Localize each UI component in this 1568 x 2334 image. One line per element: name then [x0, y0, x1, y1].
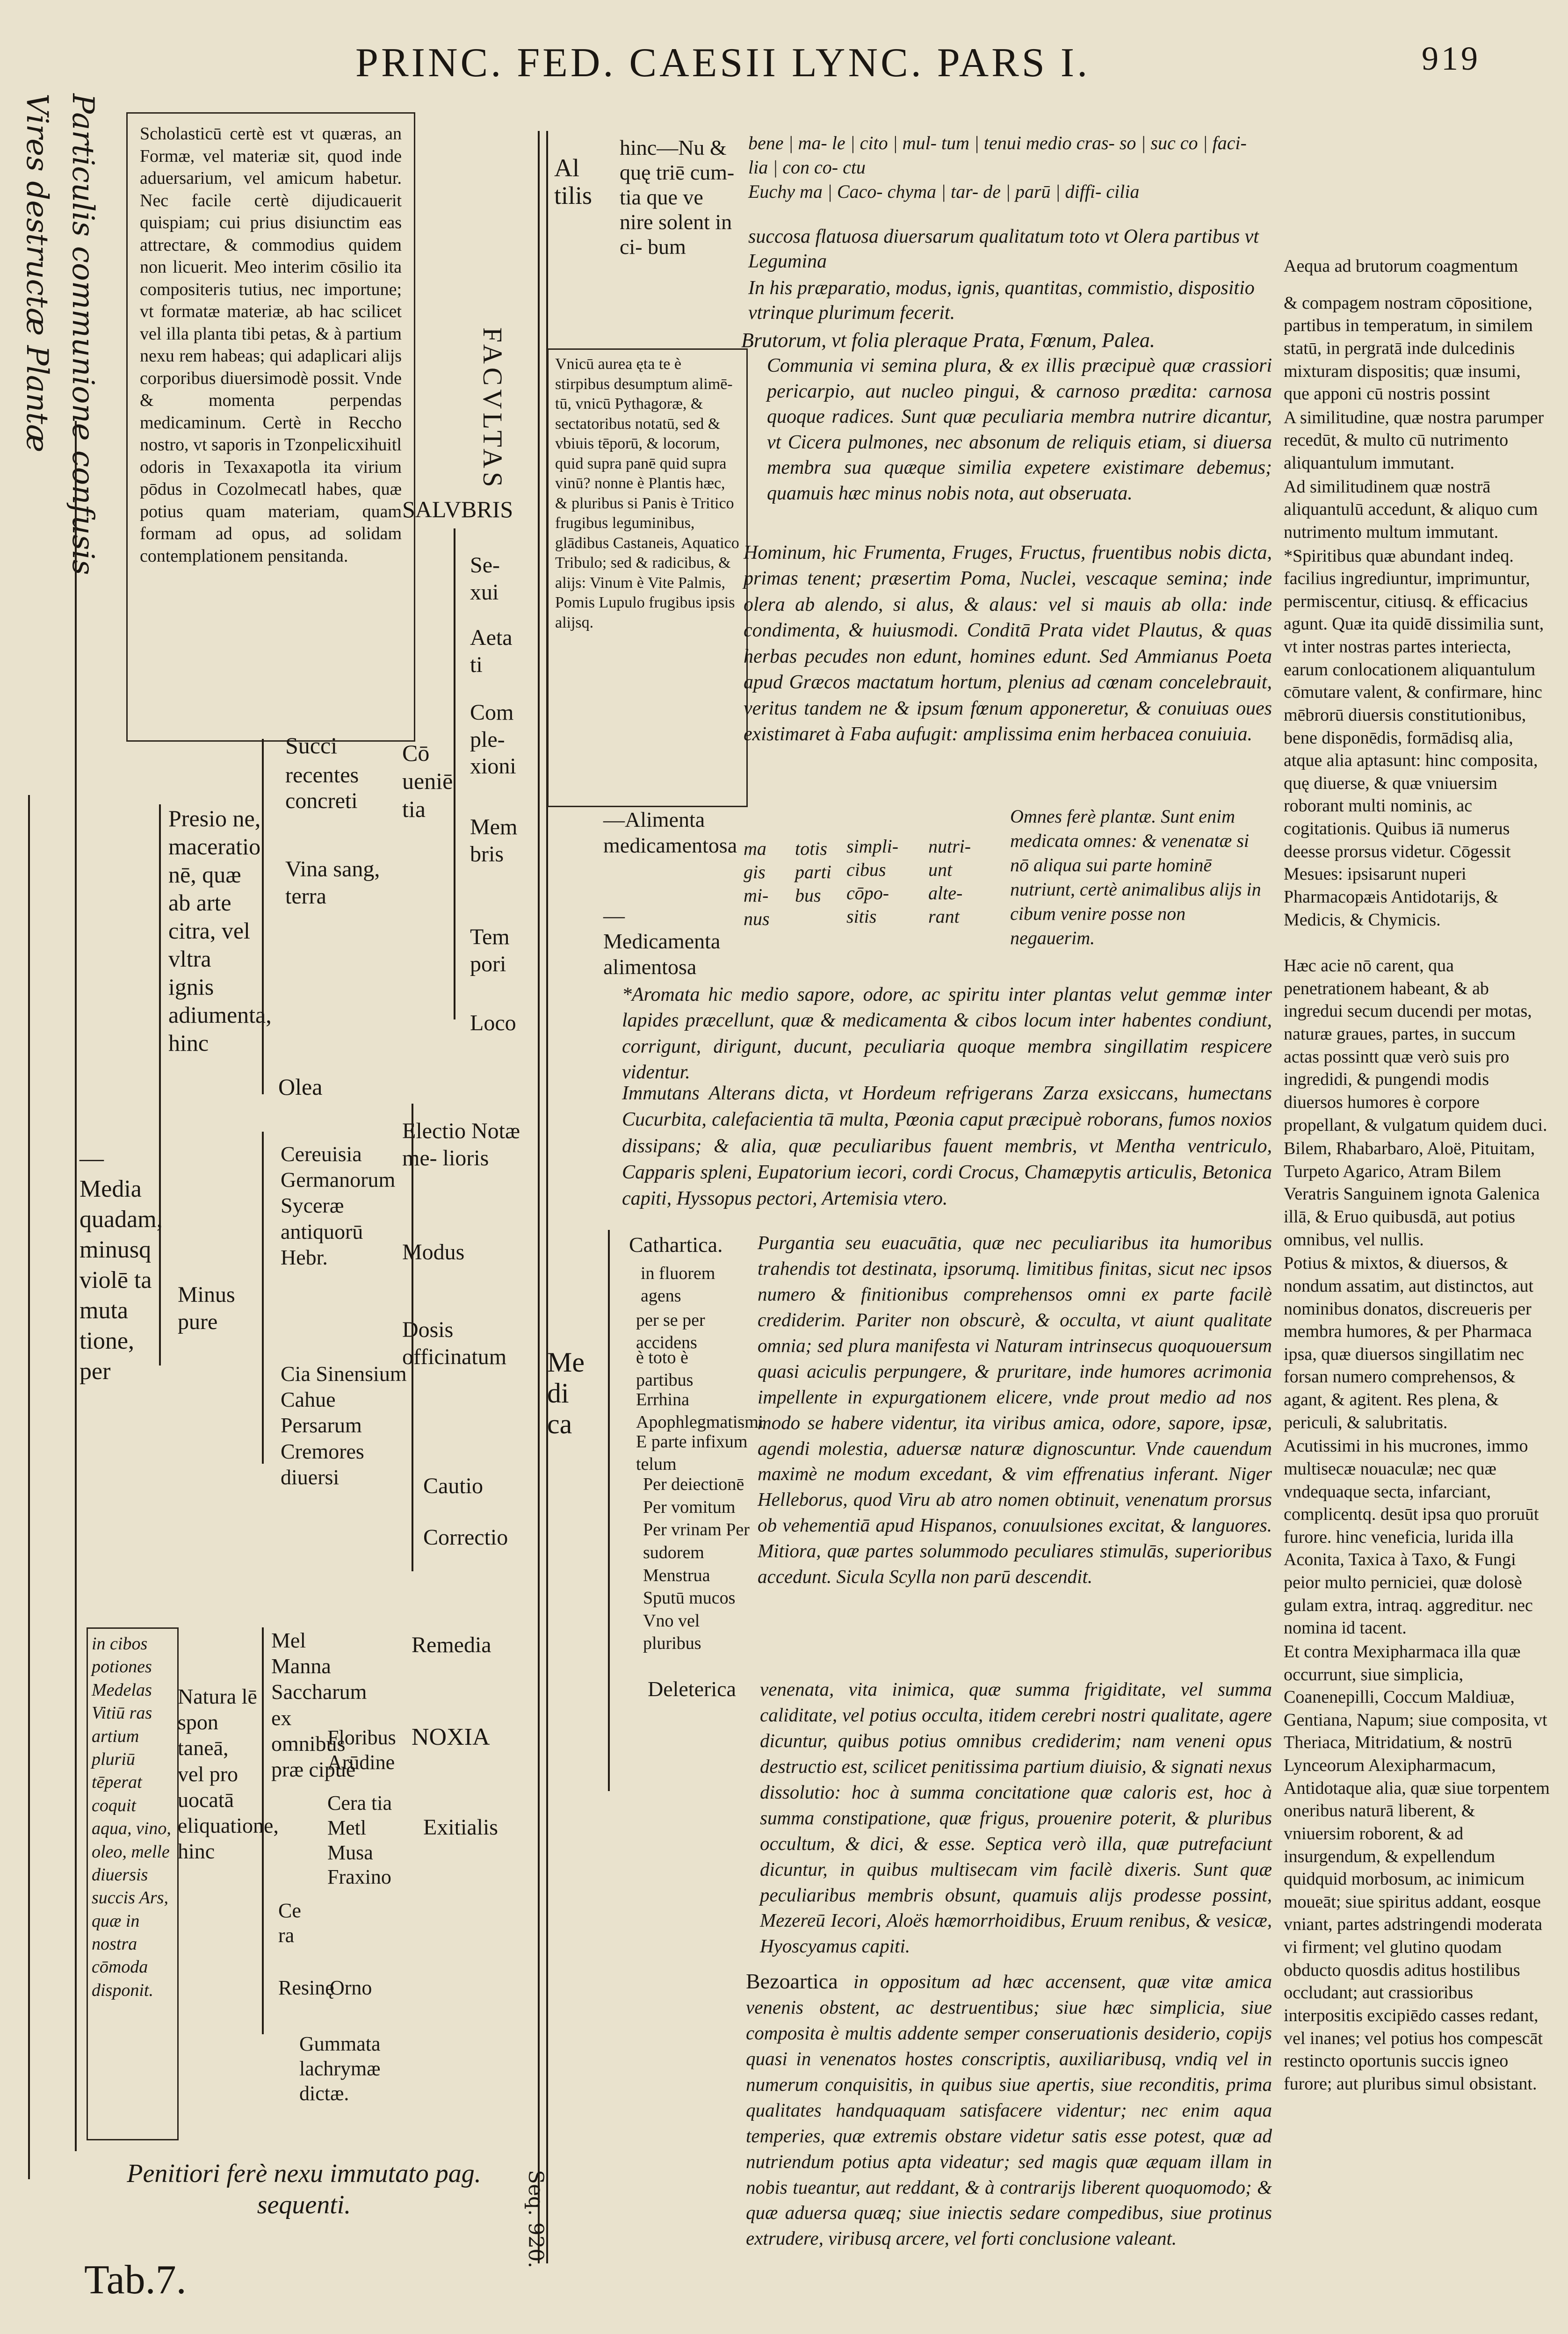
olea-label: Olea — [278, 1074, 323, 1100]
in-cibos-text: in cibos potiones Medelas Vitiū ras artium pluriū tēperat coquit aqua, vino, oleo, melle diuersis succis Ars, quæ in nostra cōmoda disponit. — [92, 1634, 171, 2000]
q-succo: suc co — [1150, 132, 1198, 153]
altilis-label: Al tilis — [554, 154, 593, 210]
page-number: 919 — [1422, 40, 1481, 77]
q-concoctu: con co- ctu — [782, 157, 866, 178]
loco-label: Loco — [470, 1011, 516, 1035]
minus-pure-brace — [262, 1132, 264, 1464]
alimenta-label: —Alimenta medicamentosa — [603, 808, 737, 858]
vnicu-note — [547, 348, 748, 807]
margin-rule — [28, 795, 30, 2179]
hominum-text: Hominum, hic Frumenta, Fruges, Fructus, fruentibus nobis dicta, primas tenent; præsertim Poma, Nuclei, vescaque semina; inde olera ab alendo, si alus, & alaus: vel si mauis ab olla: inde condimenta, & huiusmodi. Conditā Prata videt Plautus, & quas herbas pecudes non edunt, homines edunt. Sed Ammianus Poeta apud Græcos mactatum hortum, plenius ad cœnam concelebrauit, veritus tandem ne & ipsum fœnum apponeretur, & conuiuas oues existimaret à Faba aufugit: amplissima enim herbacea conuiuia. — [744, 542, 1272, 745]
salubris-spine — [454, 528, 455, 1019]
per-se: per se per accidens — [636, 1310, 705, 1352]
bezoartica-text: in oppositum ad hæc accensent, quæ vitæ amica venenis obstent, ac destruentibus; siue hæc simplicia, siue composita è multis addente semper conseruationis desiderio, copijs quasi in venenatos hostes conscriptis, auxiliaribusq, vndiq vel in numerum conquisitis, in quibus siue apertis, siue reconditis, prima qualitates handquaquam satisfacere videntur; nec enim aqua temperies, quæ extremis obstare videtur satis esse potest, quæ ad nutriendum potius apta videatur; sed magis quæ æquam illam in nobis tueantur, aut reddant, & à contrarijs liberent quoquomodo; & quæ aduersa quæq; siue iniectis sedare compedibus, siue protinus extrudere, viribusq arcere, vel forti conclusione valeant. — [746, 1971, 1272, 2249]
aromata-text: *Aromata hic medio sapore, odore, ac spiritu inter plantas velut gemmæ inter lapides præcellunt, quæ & medicamenta & cibos locum inter habentes condiunt, corrigunt, dirigunt, ducunt, peculiaria quoque membra singillatim respicere videntur. — [622, 984, 1272, 1084]
scholastic-note-text: Scholasticū certè est vt quæras, an Formæ, vel materiæ sit, quod inde aduersarium, vel amicum habetur. Nec facile certè dijudicauerit quispiam; cui prius disiunctim eas attrectare, & commodius quidem non licuerit. Meo interim cōsilio ita compositeris tutius, nec importune; vt formatæ materiæ, ab hac scilicet vel illa planta tibi petas, & à partium nexu rem habeas; qui adaplicari alijs corporibus diuersimodè possit. Vnde & momenta perpendas medicaminum. Certè in Reccho nostro, vt saporis in Tzonpelicxihuitl odoris in Texaxapotla ita virium pōdus in Cozolmecatl habes, quæ potius quam materiam, quam formam ad opus, ad solidam contemplationem pensitanda. — [140, 124, 402, 566]
complexioni-label: Com ple- xioni — [470, 700, 516, 779]
q-facilia: faci- lia — [748, 132, 1247, 178]
modus-label: Modus — [402, 1240, 465, 1265]
sexui-label: Se- xui — [470, 553, 500, 605]
vnicu-note-text: Vnicū aurea ęta te è stirpibus desumptum alimē-tū, vnicū Pythagoræ, & sectatoribus notatū, sed & vbiuis tēporū, & locorum, quid supra panē quid supra vinū? nonne è Plantis hæc, & pluribus si Panis è Tritico frugibus leguminibus, glādibus Castaneis, Aquatico Tribulo; sed & radicibus, & alijs: Vinum è Vite Palmis, Pomis Lupulo frugibus ipsis alijsq. — [555, 355, 739, 631]
right-note-4: Ad similitudinem quæ nostrā aliquantulū accedunt, & aliquo cum nutrimento multum immutant. — [1284, 477, 1538, 542]
brutorum-heading: Brutorum, vt folia pleraque Prata, Fœnum, Palea. — [741, 329, 1155, 352]
alimenta-simpl: simpli- cibus cōpo- sitis — [846, 836, 899, 927]
right-note-7: Bilem, Rhabarbaro, Aloë, Pituitam, Turpeto Agarico, Atram Bilem Veratris Sanguinem ignota Galenica illā, & Eruo quibusdā, aut potius omnibus, vel nullis. — [1284, 1139, 1540, 1250]
margin-title-1: Particulis communione confusis — [65, 94, 100, 575]
table-label: Tab.7. — [84, 2257, 187, 2303]
e-toto: è toto è partibus — [636, 1348, 694, 1390]
penitiori-note: Penitiori ferè nexu immutato pag. sequenti. — [127, 2159, 481, 2220]
minus-pure-label: Minus pure — [178, 1282, 235, 1334]
right-note-9: Acutissimi in his mucrones, immo multisecæ nouaculæ; nec quæ vndequaque secta, infarciant, complicentq. desūt ipsa quo proruūt furore. hinc veneficia, lurida illa Aconita, Taxica à Taxo, & Fungi peior multo perniciei, quæ dolosè gulam extra, intraq. aggreditur. nec nomina id tacent. — [1284, 1436, 1539, 1638]
q-difficilia: diffi- cilia — [1065, 181, 1140, 202]
q-cito: cito — [860, 132, 888, 153]
e-parte: E parte infixum telum — [636, 1432, 748, 1474]
cautio-spine — [412, 1104, 413, 1571]
facultas-spine — [538, 131, 540, 2263]
deleterica-text: venenata, vita inimica, quæ summa frigiditate, vel summa caliditate, vel potius occulta, itidem cerebri nostri qualitate, agere dicuntur, quibus potius omnibus crediderim; nam veneni opus destructio est, scilicet penitissima partium diuisio, & signati nexus dissolutio: hoc à summa concitatione quæ caloris est, hoc à summa constipatione, quæ frigus, prouenire poterit, & pluribus occultum, & dici, & esse. Septica verò illa, quæ putrefaciunt dicuntur, in quibus multisecam vim facilè dixeris. Sunt quæ peculiaribus membris obsunt, quamuis alijs prodesse possint, Mezereū Iecori, Aloës hæmorrhoidibus, Eruum renibus, & vesicæ, Hyoscyamus capiti. — [760, 1678, 1272, 1957]
margin-title-2: Vires destructæ Plantæ — [20, 94, 54, 453]
right-note-6: Hæc acie nō carent, qua penetrationem habeant, & ab ingredui secum ducendi per motas, naturæ graues, partes, in succum actas possintt quæ verò suis pro ingredidi, & pungendi modis diuersos humores è corpore propellant, & vulgatum quidem duci. — [1284, 956, 1547, 1135]
medica-brace — [608, 1230, 610, 1791]
cautio-label: Cautio — [423, 1474, 483, 1498]
q-euchyma: ma- le — [798, 132, 845, 153]
cera2-label: Ce ra — [278, 1899, 301, 1947]
membris-label: Mem bris — [470, 815, 518, 867]
natura-label: Natura lē spon taneā, vel pro uocatā eliquatione, hinc — [178, 1684, 279, 1864]
q-multum: mul- tum — [902, 132, 969, 153]
right-note-8: Potius & mixtos, & diuersos, & nondum assatim, aut distinctos, aut nominibus donatos, discreueris per membra humores, & per Pharmaca ipsa, quæ diuersos singillatim nec forsan numero comprehensos, & agant, & agitent. Res plena, & periculi, & salubritatis. — [1284, 1253, 1534, 1432]
right-note-2: & compagem nostram cōpositione, partibus in temperatum, in similem statū, in pergratā inde dulcedinis mixturam dispositis; quæ insumi, que apponi cū nostris possint — [1284, 293, 1533, 404]
altilis-hinc: hinc—Nu & quę triē cum- tia que ve nire solent in ci- bum — [620, 136, 735, 259]
correctio-label: Correctio — [423, 1525, 508, 1550]
right-note-1: Aequa ad brutorum coagmentum — [1284, 256, 1518, 276]
cera-label: Cera tia Metl Musa Fraxino — [327, 1792, 392, 1889]
media-brace-line — [159, 804, 161, 1366]
altilis-qualities: bene | ma- le | cito | mul- tum | tenui medio cras- so | suc co | faci- lia | con co- ctu Euchy ma | Caco- chyma | tar- de | parū | diffi- cilia — [748, 132, 1247, 202]
altilis-line3: In his præparatio, modus, ignis, quantitas, commistio, dispositio vtrinque plurimum fecerit. — [748, 277, 1255, 324]
right-note-3: A similitudine, quæ nostra parumper recedūt, & multo cū nutrimento aliquantulum immutant. — [1284, 407, 1544, 473]
immutans-text: Immutans Alterans dicta, vt Hordeum refrigerans Zarza exsiccans, humectans Cucurbita, calefacientia tā multa, Pœonia caput præcipuè roborans, fumos noxios dissipans; & alia, quæ peculiaribus fauent membris, vt Mentha ventriculo, Capparis spleni, Eupatorium iecori, cordi Crocus, Chamæpytis articulis, Betonica capiti, Hyssopus pectori, Artemisia vtero. — [622, 1083, 1272, 1210]
right-margin-column — [1284, 255, 1550, 2096]
mel-label: Mel Manna Saccharum ex omnibus præ cipuè — [271, 1628, 367, 1781]
deleterica-label: Deleterica — [648, 1677, 736, 1701]
electio-label: Electio Notæ me- lioris — [402, 1119, 520, 1171]
vina-label: Vina sang, terra — [285, 857, 380, 909]
coueniétia-label: Cō ueniē tia — [402, 740, 453, 822]
q-male: Euchy ma — [748, 181, 823, 202]
dosis-label: Dosis officinatum — [402, 1317, 507, 1369]
q-cacochyma: Caco- chyma — [837, 181, 936, 202]
cathartica-label: Cathartica. — [629, 1233, 723, 1257]
succi-brace-line — [262, 739, 264, 1094]
remedia-label: Remedia — [412, 1633, 491, 1657]
recentes-label: recentes concreti — [285, 763, 359, 814]
brutorum-text: Communia vi semina plura, & ex illis præcipuè quæ crassiori pericarpio, aut nucleo pingui, & carnoso prædita: carnosa quoque radices. Sunt quæ peculiaria membra nutrire dicantur, vt Cicera pulmones, nec absonum de reliquis etiam, si diuersa membra sua quæque similia expetere existimare debemus; quamuis hæc minus nobis nota, aut obseruata. — [767, 355, 1272, 504]
facultas-label: FACVLTAS — [477, 327, 508, 491]
bezoartica-label: Bezoartica — [746, 1969, 838, 1993]
pressione-label: Presio ne, maceratio nē, quæ ab arte citra, vel vltra ignis adiumenta, hinc — [168, 805, 272, 1056]
medica-label: Me di ca — [547, 1347, 585, 1439]
margin-rule-2 — [75, 421, 77, 2151]
in-fluorem: in fluorem agens — [641, 1264, 715, 1306]
q-parum: parū — [1015, 181, 1051, 202]
cathartica-text: Purgantia seu euacuātia, quæ nec peculiaribus ita humoribus trahendis tot destinata, ipsorumq. limitibus finitas, sicut nec ipsos numero & finitionibus comprehensos omni ex parte facilè crediderim. Pariter non obscurè, & occulta, vt aiunt qualitate omnia; sed plura manifesta vi Naturam intrinsecus quoquouersum quasi aciculis perpungere, & pruritare, inde humores acrimonia impellente in expurgationem elicere, vnde prout medio ad nos modo se habere videntur, ita viribus amica, odore, sapore, ipsæ, agendi molestia, aduersæ naturæ dignoscuntur. Vnde cauendum maximè ne modum excedant, & vim effrenatius inferant. Niger Helleborus, quod Viru ab atro nomen obtinuit, venenatum prorsus ob vehementiā apud Hispanos, conuulsiones excitat, & languores. Mitiora, quæ partes solummodo peculiares stimulās, superioribus accedunt. Sicula Scylla non parū descendit. — [758, 1232, 1272, 1588]
cia-label: Cia Sinensium Cahue Persarum Cremores diuersi — [281, 1362, 407, 1489]
alimenta-totis: totis parti bus — [795, 838, 831, 906]
in-cibos-box — [87, 1627, 179, 2140]
alimenta-omnes: Omnes ferè plantæ. Sunt enim medicata omnes: & venenatæ si nō aliqua sui parte hominē nutriunt, certè animalibus alijs in cibum venire posse non negauerim. — [1010, 806, 1261, 948]
floribus-label: Floribus Arūdine — [327, 1726, 396, 1774]
q-tenui: tenui medio cras- so — [983, 132, 1136, 153]
seq-note: Seq. 920. — [524, 2170, 548, 2269]
resine-label: Resinę — [278, 1976, 334, 1999]
cereuisia-label: Cereuisia Germanorum Syceræ antiquorū Hebr. — [281, 1142, 396, 1269]
q-tarde: tar- de — [950, 181, 1001, 202]
orno-label: Orno — [330, 1976, 372, 1999]
errhina: Errhina Apophlegmatismi — [636, 1390, 764, 1432]
gummata-label: Gummata lachrymæ dictæ. — [299, 2032, 381, 2105]
salubris-label: SALVBRIS — [402, 496, 513, 522]
altilis-quality-row: bene — [748, 132, 784, 153]
altilis-line2: succosa flatuosa diuersarum qualitatum toto vt Olera partibus vt Legumina — [748, 226, 1259, 272]
alimenta-nutri: nutri- unt alte- rant — [928, 836, 971, 927]
succi-label: Succi — [285, 732, 338, 759]
medicamenta-label: —Medicamenta alimentosa — [603, 903, 721, 979]
right-note-5: *Spiritibus quæ abundant indeq. facilius ingrediuntur, imprimuntur, permiscentur, citiusq. & efficacius agunt. Quæ ita quidē dissimilia sunt, vt inter nostras partes interiecta, earum conlocationem aliquantulum cōmutare valent, & confirmare, hinc mēbrorū diuersis constitutionibus, bene disponēdis, formādisq alia, atque alia aptasunt: hinc composita, quę diuerse, & quæ vniuersim roborant multi nominis, ac cogitationis. Quibus iā numerus deesse prorsus videtur. Cōgessit Mesues: ipsisarunt nuperi Pharmacopæis Antidotarijs, & Medicis, & Chymicis. — [1284, 546, 1544, 930]
per-list: Per deiectionē Per vomitum Per vrinam Per sudorem Menstrua Sputū mucos Vno vel pluribus — [643, 1474, 750, 1654]
aetati-label: Aeta ti — [470, 625, 513, 677]
exitialis-label: Exitialis — [423, 1815, 498, 1840]
alimenta-magis: ma gis mi- nus — [744, 838, 770, 929]
scholastic-note — [126, 112, 415, 742]
media-label: —Media quadam, minusq violē ta muta tione, per — [79, 1145, 163, 1385]
right-note-10: Et contra Mexipharmaca illa quæ occurrunt, siue simplicia, Coanenepilli, Coccum Maldiuæ, Gentiana, Napum; siue composita, vt Theriaca, Mitridatium, & nostrū Lynceorum Alexipharmacum, Antidotaque alia, quæ siue torpentem oneribus naturā liberent, & vniuersim roborent, & ad insurgendum, & expellendum quidquid morbosum, ac inimicum moueāt; siue spiritus addant, eosque vniant, partes adstringendi moderata vi firment; vel glutino quodam obducto quosdis aditus hostilibus occludant; aut crassioribus interpositis excipiēdo casses redant, vel inanes; vel potius hos compescāt restincto oportunis succis igneo furore; aut pluribus simul obsistant. — [1284, 1641, 1550, 2094]
noxia-label: NOXIA — [412, 1724, 490, 1750]
running-title: PRINC. FED. CAESII LYNC. PARS I. — [355, 40, 1091, 86]
tempori-label: Tem pori — [470, 925, 510, 976]
